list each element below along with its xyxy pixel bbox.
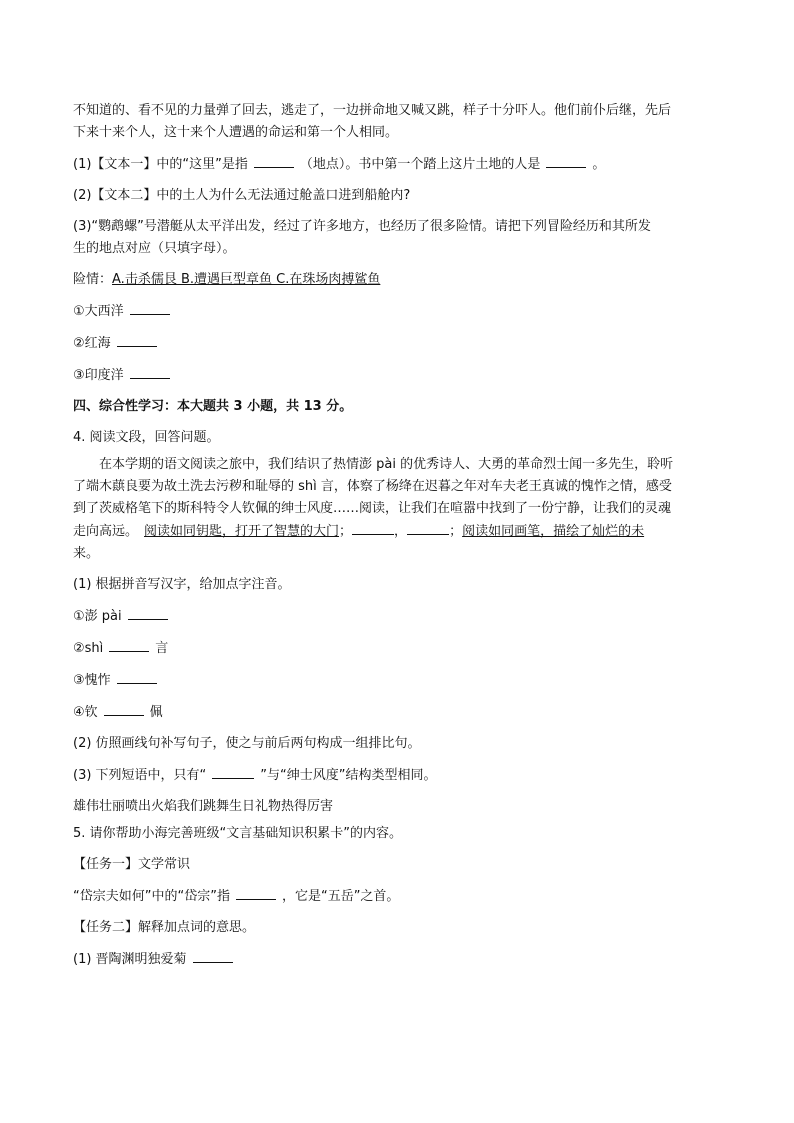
answer-blank[interactable] [117, 332, 157, 347]
place-label: ②红海 [73, 336, 111, 351]
comma: ， [394, 524, 408, 539]
passage-text: 走向高远。 [73, 524, 139, 539]
answer-blank[interactable] [109, 637, 149, 652]
q4-passage-line-1: 在本学期的语文阅读之旅中，我们结识了热情澎 pài 的优秀诗人、大勇的革命烈士闻一多先生，聆听 [99, 457, 674, 472]
q4-title: 4. 阅读文段，回答问题。 [73, 430, 220, 445]
q5-title: 5. 请你帮助小海完善班级“文言基础知识积累卡”的内容。 [73, 826, 403, 841]
answer-blank[interactable] [117, 669, 157, 684]
q3-sub2: (2)【文本二】中的土人为什么无法通过舱盖口进到船舱内? [73, 188, 411, 203]
answer-blank[interactable] [236, 885, 276, 900]
q4-passage-line-5: 来。 [73, 546, 100, 561]
item-label: ④钦 [73, 705, 98, 720]
q4-passage-line-3: 到了茨威格笔下的斯科特令人钦佩的绅士风度……阅读，让我们在喧嚣中找到了一份宁静，让我们的灵魂 [73, 501, 672, 516]
item-label-suffix: 佩 [149, 705, 163, 720]
place-label: ①大西洋 [73, 304, 124, 319]
item-label: ①澎 pài [73, 609, 122, 624]
q5-task-2: 【任务二】解释加点词的意思。 [73, 920, 256, 935]
q3-sub1 [73, 153, 723, 176]
q5-task-1-question [73, 885, 723, 908]
answer-blank[interactable] [254, 153, 294, 168]
q3-sub3-line-1: (3)“鹦鹉螺”号潜艇从太平洋出发，经过了许多地方，也经历了很多险情。请把下列冒险经历和其所发 [73, 219, 651, 234]
task2-text: (1) 晋陶渊明独爱菊 [73, 952, 187, 967]
danger-label: 险情： [73, 272, 113, 287]
q3-sub1-text-a: (1)【文本一】中的“这里”是指 [73, 157, 248, 172]
q4-passage-line-4 [73, 520, 723, 543]
exam-page [73, 100, 723, 971]
q4-sub3-text-b: ”与“绅士风度”结构类型相同。 [260, 768, 437, 783]
answer-blank[interactable] [193, 948, 233, 963]
item-label: ③愧怍 [73, 673, 111, 688]
section-4-heading: 四、综合性学习：本大题共 3 小题，共 13 分。 [73, 399, 353, 414]
q4-sub3 [73, 764, 723, 787]
place-indian-ocean [73, 364, 723, 387]
task1-text-b: ，它是“五岳”之首。 [281, 889, 400, 904]
answer-blank[interactable] [128, 605, 168, 620]
answer-blank[interactable] [407, 520, 449, 535]
place-label: ③印度洋 [73, 368, 124, 383]
answer-blank[interactable] [104, 701, 144, 716]
answer-blank[interactable] [212, 764, 254, 779]
q4-passage-line-2: 了端木蕻良要为故土洗去污秽和耻辱的 shì 言，体察了杨绛在迟暮之年对车夫老王真诚的愧怍之情，感受 [73, 479, 672, 494]
task1-text-a: “岱宗夫如何”中的“岱宗”指 [73, 889, 230, 904]
q4-sub3-text-a: (3) 下列短语中，只有“ [73, 768, 207, 783]
underlined-sentence-2: 阅读如同画笔，描绘了灿烂的未 [462, 524, 645, 539]
q3-sub1-text-c: 。 [592, 157, 606, 172]
item-label: ②shì [73, 641, 104, 656]
answer-blank[interactable] [546, 153, 586, 168]
q4-item-2 [73, 637, 723, 660]
q5-task-2-question-1 [73, 948, 723, 971]
danger-options [73, 269, 723, 291]
q4-sub1: (1) 根据拼音写汉字，给加点字注音。 [73, 577, 291, 592]
danger-options-text: A.击杀儒艮 B.遭遇巨型章鱼 C.在珠场肉搏鲨鱼 [112, 272, 381, 287]
q3-sub1-text-b: （地点）。书中第一个踏上这片土地的人是 [299, 157, 541, 172]
place-red-sea [73, 332, 723, 355]
q4-item-1 [73, 605, 723, 628]
q4-item-4 [73, 701, 723, 724]
answer-blank[interactable] [130, 364, 170, 379]
q3-sub3-line-2: 生的地点对应（只填字母）。 [73, 241, 236, 256]
intro-line-1: 不知道的、看不见的力量弹了回去，逃走了，一边拼命地又喊又跳，样子十分吓人。他们前仆后继，先后 [73, 103, 672, 118]
answer-blank[interactable] [352, 520, 394, 535]
intro-line-2: 下来十来个人，这十来个人遭遇的命运和第一个人相同。 [73, 125, 399, 140]
underlined-sentence-1: 阅读如同钥匙，打开了智慧的大门 [144, 524, 340, 539]
q4-item-3 [73, 669, 723, 692]
place-atlantic [73, 300, 723, 323]
semicolon: ； [449, 524, 463, 539]
answer-blank[interactable] [130, 300, 170, 315]
q5-task-1: 【任务一】文学常识 [73, 857, 191, 872]
semicolon: ； [339, 524, 353, 539]
q4-phrases: 雄伟壮丽喷出火焰我们跳舞生日礼物热得厉害 [73, 799, 334, 814]
q4-sub2: (2) 仿照画线句补写句子，使之与前后两句构成一组排比句。 [73, 736, 421, 751]
item-label-suffix: 言 [155, 641, 169, 656]
